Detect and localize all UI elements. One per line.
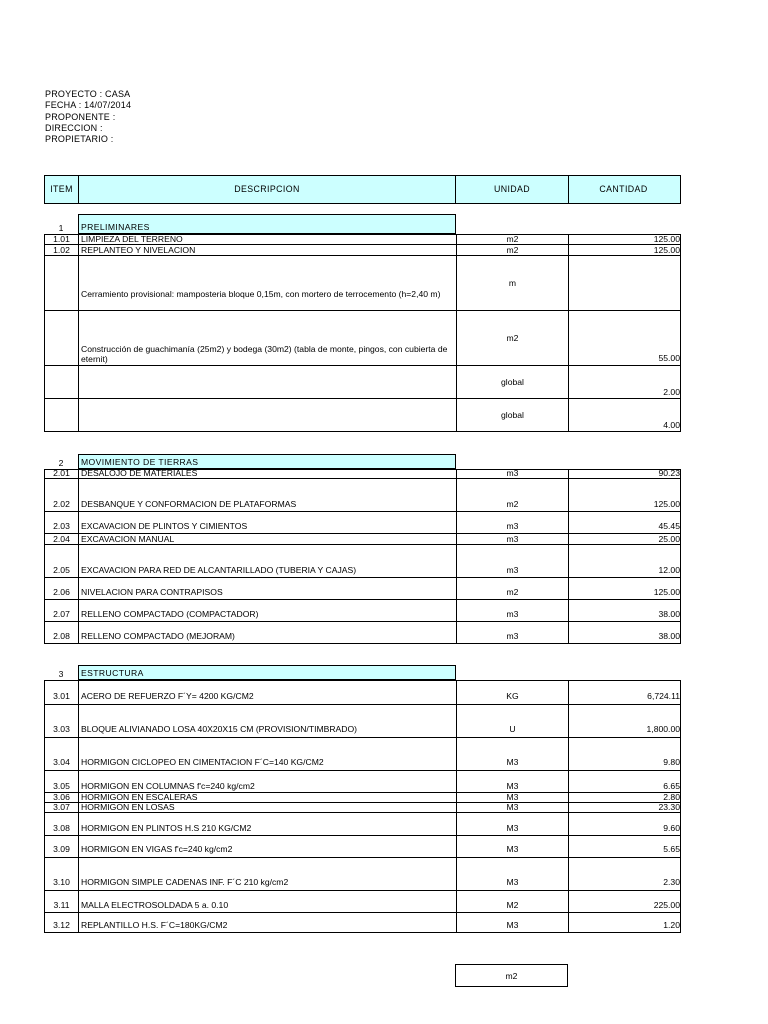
row-unit: global [457,399,569,431]
row-description: HORMIGON CICLOPEO EN CIMENTACION F´C=140 KG/CM2 [79,738,457,770]
row-item: 2.06 [45,578,79,599]
row-description: REPLANTEO Y NIVELACION [79,245,457,255]
row-description [79,366,457,398]
row-quantity: 90.23 [658,470,680,478]
row-description: HORMIGON EN PLINTOS H.S 210 KG/CM2 [79,813,457,835]
row-quantity: 6,724.11 [647,691,680,701]
row-description: RELLENO COMPACTADO (COMPACTADOR) [79,600,457,621]
row-unit: m3 [457,545,569,577]
row-unit: M3 [457,813,569,835]
row-quantity: 2.00 [663,387,680,397]
table-row [44,622,681,644]
project-address: DIRECCION : [45,122,103,133]
row-description [79,399,457,431]
row-unit: M2 [457,891,569,912]
table-row [44,771,681,793]
row-quantity: 9.60 [663,823,680,833]
row-unit: U [457,705,569,737]
row-description: EXCAVACION MANUAL [79,534,457,544]
row-description: NIVELACION PARA CONTRAPISOS [79,578,457,599]
table-row [44,234,681,245]
row-unit: m2 [457,311,569,365]
row-description: EXCAVACION PARA RED DE ALCANTARILLADO (TUBERIA Y CAJAS) [79,545,457,577]
row-quantity: 4.00 [663,420,680,430]
row-item: 2.07 [45,600,79,621]
row-quantity: 25.00 [658,534,680,544]
row-quantity: 125.00 [653,499,680,509]
section-title: MOVIMIENTO DE TIERRAS [78,454,456,469]
row-description: LIMPIEZA DEL TERRENO [79,235,457,244]
table-row [44,705,681,738]
row-description: Cerramiento provisional: mamposteria bloque 0,15m, con mortero de terrocemento (h=2,40 m) [79,256,457,310]
row-description: RELLENO COMPACTADO (MEJORAM) [79,622,457,643]
project-name: PROYECTO : CASA [45,89,131,99]
table-row [44,479,681,512]
header-unidad: UNIDAD [456,175,568,204]
row-item [45,366,79,398]
row-description: REPLANTILLO H.S. F´C=180KG/CM2 [79,913,457,932]
row-quantity: 45.45 [658,521,680,531]
table-row [44,836,681,858]
row-quantity: 225.00 [653,900,680,910]
row-quantity: 6.65 [663,781,680,791]
row-description: HORMIGON EN ESCALERAS [79,793,457,802]
row-unit: m3 [457,512,569,533]
section-number: 1 [58,223,64,233]
row-description: HORMIGON EN VIGAS f'c=240 kg/cm2 [79,836,457,857]
row-item: 3.05 [45,771,79,792]
row-quantity: 125.00 [653,245,680,255]
row-item: 3.10 [45,858,79,890]
row-item: 3.01 [45,681,79,704]
row-unit: KG [457,681,569,704]
row-unit: M3 [457,793,569,802]
row-description: DESBANQUE Y CONFORMACION DE PLATAFORMAS [79,479,457,511]
row-unit: M3 [457,771,569,792]
table-row [44,813,681,836]
project-proponent: PROPONENTE : [45,111,116,122]
table-header [44,175,681,204]
row-unit: m2 [457,235,569,244]
project-owner: PROPIETARIO : [45,134,114,145]
row-unit: M3 [457,836,569,857]
row-item: 3.06 [45,793,79,802]
row-unit: M3 [457,738,569,770]
project-date: FECHA : 14/07/2014 [45,100,132,111]
project-info [45,89,131,145]
row-description: EXCAVACION DE PLINTOS Y CIMIENTOS [79,512,457,533]
row-item: 3.09 [45,836,79,857]
row-quantity: 1.20 [663,920,680,930]
table-row [44,245,681,256]
table-row [44,858,681,891]
table-row [44,366,681,399]
row-item: 2.01 [45,470,79,478]
table-row [44,534,681,545]
table-row [44,680,681,705]
table-row [44,803,681,813]
table-row [44,891,681,913]
row-item [45,399,79,431]
table-row [44,793,681,803]
section-number: 3 [58,669,64,679]
row-quantity: 38.00 [658,609,680,619]
row-description: HORMIGON SIMPLE CADENAS INF. F´C 210 kg/cm2 [79,858,457,890]
table-row [44,512,681,534]
row-item: 3.08 [45,813,79,835]
row-quantity: 12.00 [658,565,680,575]
footer-unit-box: m2 [455,964,568,987]
row-quantity [569,256,682,310]
row-unit: m3 [457,470,569,478]
table-row [44,600,681,622]
row-unit: m2 [457,578,569,599]
table-row [44,578,681,600]
section-header [44,214,681,234]
row-quantity: 125.00 [653,587,680,597]
row-unit: m [457,256,569,310]
header-cantidad: CANTIDAD [568,175,681,204]
row-unit: m2 [457,479,569,511]
row-quantity: 23.30 [658,803,680,812]
row-quantity: 5.65 [663,844,680,854]
header-item: ITEM [44,175,78,204]
row-description: DESALOJO DE MATERIALES [79,470,457,478]
row-item: 3.07 [45,803,79,812]
table-row [44,913,681,933]
row-unit: M3 [457,858,569,890]
section-title: ESTRUCTURA [78,665,456,680]
row-item: 3.12 [45,913,79,932]
row-item: 3.04 [45,738,79,770]
row-quantity: 9.80 [663,757,680,767]
row-unit: m2 [457,245,569,255]
row-item [45,311,79,365]
row-item: 1.02 [45,245,79,255]
row-quantity: 2.30 [663,877,680,887]
row-item: 2.03 [45,512,79,533]
section-header [44,665,681,680]
section-header [44,454,681,469]
row-quantity: 2.80 [663,793,680,802]
table-row [44,399,681,432]
table-row [44,256,681,311]
row-quantity: 1,800.00 [646,724,680,734]
row-quantity: 38.00 [658,631,680,641]
row-unit: m3 [457,622,569,643]
row-item: 3.11 [45,891,79,912]
table-row [44,545,681,578]
row-unit: M3 [457,913,569,932]
row-description: ACERO DE REFUERZO F´Y= 4200 KG/CM2 [79,681,457,704]
row-quantity: 55.00 [658,353,680,363]
row-quantity: 125.00 [653,235,680,244]
table-row [44,738,681,771]
row-description: HORMIGON EN LOSAS [79,803,457,812]
row-item: 3.03 [45,705,79,737]
row-description: HORMIGON EN COLUMNAS f'c=240 kg/cm2 [79,771,457,792]
row-item: 2.04 [45,534,79,544]
table-row [44,469,681,479]
row-item: 1.01 [45,235,79,244]
row-item [45,256,79,310]
row-unit: m3 [457,534,569,544]
table-row [44,311,681,366]
section-number: 2 [58,458,64,468]
row-unit: m3 [457,600,569,621]
row-description: MALLA ELECTROSOLDADA 5 a. 0.10 [79,891,457,912]
row-item: 2.08 [45,622,79,643]
row-item: 2.05 [45,545,79,577]
row-unit: M3 [457,803,569,812]
row-description: BLOQUE ALIVIANADO LOSA 40X20X15 CM (PROVISION/TIMBRADO) [79,705,457,737]
header-descripcion: DESCRIPCION [78,175,456,204]
row-unit: global [457,366,569,398]
row-description: Construcción de guachimanía (25m2) y bodega (30m2) (tabla de monte, pingos, con cubierta de eternit) [79,311,457,365]
section-title: PRELIMINARES [78,214,456,234]
row-item: 2.02 [45,479,79,511]
